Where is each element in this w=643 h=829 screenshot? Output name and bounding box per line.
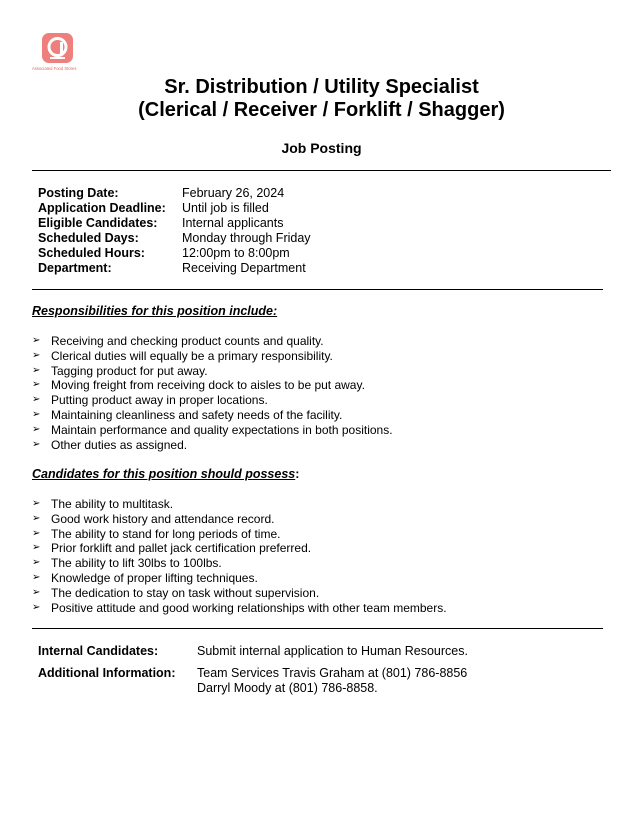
detail-value: Internal applicants bbox=[182, 216, 284, 230]
list-item-text: Good work history and attendance record. bbox=[51, 511, 275, 526]
list-item bbox=[32, 349, 393, 364]
bullet-arrow-icon: ➢ bbox=[32, 586, 41, 598]
detail-value: Monday through Friday bbox=[182, 231, 311, 245]
qualifications-heading-colon: : bbox=[295, 467, 300, 481]
job-title-line2: (Clerical / Receiver / Forklift / Shagger) bbox=[138, 99, 505, 121]
divider-details bbox=[32, 289, 603, 290]
company-logo bbox=[32, 33, 84, 71]
list-item-text: Putting product away in proper locations. bbox=[51, 393, 268, 408]
footer-line: Team Services Travis Graham at (801) 786-8856 bbox=[197, 666, 468, 680]
list-item-text: Knowledge of proper lifting techniques. bbox=[51, 570, 258, 585]
list-item bbox=[32, 601, 447, 616]
list-item-text: The dedication to stay on task without supervision. bbox=[51, 585, 320, 600]
bullet-arrow-icon: ➢ bbox=[32, 542, 41, 554]
logo-a-icon bbox=[42, 33, 73, 63]
list-item bbox=[32, 408, 393, 423]
bullet-arrow-icon: ➢ bbox=[32, 349, 41, 361]
contact-info bbox=[38, 644, 468, 703]
list-item-text: Other duties as assigned. bbox=[51, 437, 188, 452]
bullet-arrow-icon: ➢ bbox=[32, 512, 41, 524]
bullet-arrow-icon: ➢ bbox=[32, 423, 41, 435]
list-item bbox=[32, 378, 393, 393]
footer-label: Additional Information: bbox=[38, 666, 176, 680]
detail-value: February 26, 2024 bbox=[182, 186, 285, 200]
detail-label: Application Deadline: bbox=[38, 201, 166, 215]
logo-caption: Associated Food Stores bbox=[32, 66, 77, 71]
bullet-arrow-icon: ➢ bbox=[32, 408, 41, 420]
footer-line: Submit internal application to Human Resources. bbox=[197, 644, 468, 658]
footer-row bbox=[38, 666, 468, 696]
responsibilities-heading-text: Responsibilities for this position include: bbox=[32, 304, 278, 318]
detail-row bbox=[38, 216, 311, 231]
detail-value: Until job is filled bbox=[182, 201, 269, 215]
list-item-text: Receiving and checking product counts and quality. bbox=[51, 334, 324, 348]
logo-badge bbox=[42, 33, 73, 63]
list-item-text: Maintain performance and quality expectations in both positions. bbox=[51, 422, 393, 437]
list-item bbox=[32, 438, 393, 453]
detail-row bbox=[38, 231, 311, 246]
footer-label: Internal Candidates: bbox=[38, 644, 159, 658]
footer-value bbox=[197, 644, 468, 659]
list-item bbox=[32, 423, 393, 438]
footer-value bbox=[197, 666, 467, 696]
list-item-text: Tagging product for put away. bbox=[51, 363, 208, 378]
detail-value: 12:00pm to 8:00pm bbox=[182, 246, 290, 260]
list-item-text: Moving freight from receiving dock to aisles to be put away. bbox=[51, 378, 365, 393]
divider-top bbox=[32, 170, 611, 171]
detail-row bbox=[38, 246, 311, 261]
responsibilities-heading bbox=[32, 304, 277, 318]
list-item bbox=[32, 541, 447, 556]
divider-footer bbox=[32, 628, 603, 629]
qualifications-list bbox=[32, 497, 447, 615]
footer-line: Darryl Moody at (801) 786-8858. bbox=[197, 681, 378, 695]
bullet-arrow-icon: ➢ bbox=[32, 557, 41, 569]
list-item-text: Clerical duties will equally be a primary responsibility. bbox=[51, 348, 333, 363]
list-item-text: The ability to lift 30lbs to 100lbs. bbox=[51, 556, 222, 571]
detail-row bbox=[38, 186, 311, 201]
bullet-arrow-icon: ➢ bbox=[32, 571, 41, 583]
bullet-arrow-icon: ➢ bbox=[32, 438, 41, 450]
list-item-text: The ability to stand for long periods of time. bbox=[51, 526, 281, 541]
list-item bbox=[32, 512, 447, 527]
detail-label: Eligible Candidates: bbox=[38, 216, 158, 230]
list-item bbox=[32, 556, 447, 571]
bullet-arrow-icon: ➢ bbox=[32, 527, 41, 539]
list-item bbox=[32, 586, 447, 601]
bullet-arrow-icon: ➢ bbox=[32, 601, 41, 613]
list-item-text: Positive attitude and good working relationships with other team members. bbox=[51, 600, 447, 615]
bullet-arrow-icon: ➢ bbox=[32, 335, 41, 346]
footer-row bbox=[38, 644, 468, 659]
detail-value: Receiving Department bbox=[182, 261, 306, 275]
bullet-arrow-icon: ➢ bbox=[32, 364, 41, 376]
list-item bbox=[32, 393, 393, 408]
detail-label: Department: bbox=[38, 261, 112, 275]
list-item bbox=[32, 571, 447, 586]
responsibilities-list bbox=[32, 334, 393, 452]
list-item bbox=[32, 364, 393, 379]
list-item-text: Maintaining cleanliness and safety needs of the facility. bbox=[51, 407, 343, 422]
posting-details bbox=[38, 186, 311, 276]
bullet-arrow-icon: ➢ bbox=[32, 498, 41, 509]
job-posting-subtitle: Job Posting bbox=[281, 140, 362, 156]
detail-label: Scheduled Hours: bbox=[38, 246, 145, 260]
detail-row bbox=[38, 261, 311, 276]
list-item-text: Prior forklift and pallet jack certification preferred. bbox=[51, 541, 312, 556]
detail-label: Scheduled Days: bbox=[38, 231, 139, 245]
bullet-arrow-icon: ➢ bbox=[32, 394, 41, 406]
list-item-text: The ability to multitask. bbox=[51, 497, 174, 511]
detail-label: Posting Date: bbox=[38, 186, 119, 200]
detail-row bbox=[38, 201, 311, 216]
qualifications-heading-text: Candidates for this position should possess bbox=[32, 467, 296, 481]
job-title-line1: Sr. Distribution / Utility Specialist bbox=[164, 76, 479, 98]
list-item bbox=[32, 497, 447, 512]
list-item bbox=[32, 527, 447, 542]
qualifications-heading bbox=[32, 467, 299, 481]
list-item bbox=[32, 334, 393, 349]
bullet-arrow-icon: ➢ bbox=[32, 379, 41, 391]
